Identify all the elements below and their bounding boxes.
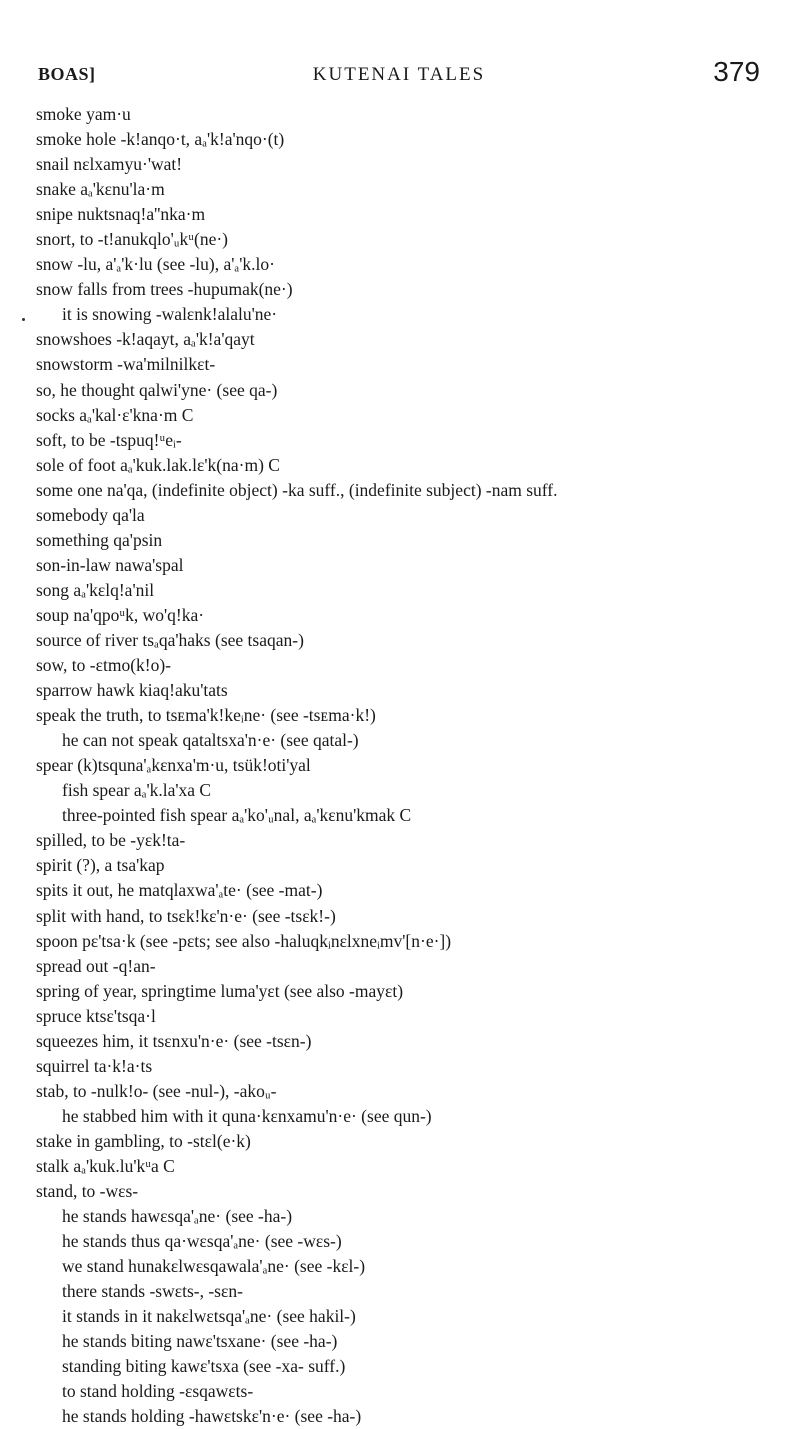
sub-entry: he can not speak qataltsxa'n·e· (see qatal-) — [62, 730, 359, 751]
glossary-entry: snort, to -t!anukqlo'ᵤkᵘ(ne·) — [36, 229, 229, 250]
sub-entry: it is snowing -walɛnk!alalu'ne· — [62, 304, 278, 325]
glossary-entry: split with hand, to tsɛk!kɛ'n·e· (see -tsɛk!-) — [36, 905, 336, 926]
glossary-entry: source of river tsₐqa'haks (see tsaqan-) — [36, 629, 304, 650]
glossary-entry: speak the truth, to tsᴇma'k!keᵢne· (see -tsᴇma·k!) — [36, 705, 376, 726]
glossary-entries — [36, 102, 770, 1429]
sub-entry: we stand hunakɛlwɛsqawala'ₐne· (see -kɛl-) — [62, 1256, 366, 1277]
sub-entry: standing biting kawɛ'tsxa (see -xa- suff.) — [62, 1356, 346, 1377]
glossary-entry: so, he thought qalwi'yne· (see qa-) — [36, 379, 278, 400]
glossary-entry: squeezes him, it tsɛnxu'n·e· (see -tsɛn-) — [36, 1030, 312, 1051]
glossary-entry: spilled, to be -yɛk!ta- — [36, 830, 186, 851]
glossary-entry: spoon pɛ'tsa·k (see -pɛts; see also -haluqkᵢnɛlxneᵢmv'[n·e·]) — [36, 930, 452, 951]
glossary-entry: socks aₐ'kal·ɛ'kna·m C — [36, 404, 194, 425]
glossary-entry: snow falls from trees -hupumak(ne·) — [36, 279, 293, 300]
glossary-entry: something qa'psin — [36, 529, 163, 550]
glossary-entry: snake aₐ'kɛnu'la·m — [36, 179, 165, 200]
glossary-entry: snowshoes -k!aqayt, aₐ'k!a'qayt — [36, 329, 255, 350]
glossary-entry: somebody qa'la — [36, 504, 145, 525]
sub-entry: he stands biting nawɛ'tsxane· (see -ha-) — [62, 1331, 338, 1352]
sub-entry: he stands hawɛsqa'ₐne· (see -ha-) — [62, 1206, 293, 1227]
sub-entry: fish spear aₐ'k.la'xa C — [62, 780, 212, 801]
glossary-entry: spruce ktsɛ'tsqa·l — [36, 1005, 156, 1026]
glossary-entry: snipe nuktsnaq!a''nka·m — [36, 204, 206, 225]
glossary-entry: spirit (?), a tsa'kap — [36, 855, 165, 876]
glossary-entry: sole of foot aₐ'kuk.lak.lɛ'k(na·m) C — [36, 454, 280, 475]
page-header — [38, 56, 760, 100]
glossary-entry: snail nɛlxamyu·'wat! — [36, 154, 183, 175]
glossary-entry: sparrow hawk kiaq!aku'tats — [36, 680, 228, 701]
glossary-entry: spits it out, he matqlaxwa'ₐte· (see -mat-) — [36, 880, 323, 901]
glossary-entry: some one na'qa, (indefinite object) -ka suff., (indefinite subject) -nam suff. — [36, 479, 558, 500]
glossary-entry: stab, to -nulk!o- (see -nul-), -akoᵤ- — [36, 1080, 277, 1101]
glossary-entry: spread out -q!an- — [36, 955, 156, 976]
sub-entry: he stabbed him with it quna·kɛnxamu'n·e· (see qun-) — [62, 1105, 432, 1126]
glossary-entry: song aₐ'kɛlq!a'nil — [36, 579, 155, 600]
glossary-entry: stand, to -wɛs- — [36, 1181, 139, 1202]
glossary-entry: stake in gambling, to -stɛl(e·k) — [36, 1130, 251, 1151]
margin-mark — [22, 318, 25, 321]
glossary-entry: snow -lu, a'ₐ'k·lu (see -lu), a'ₐ'k.lo· — [36, 254, 275, 275]
glossary-entry: snowstorm -wa'milnilkɛt- — [36, 354, 216, 375]
sub-entry: to stand holding -ɛsqawɛts- — [62, 1381, 254, 1402]
glossary-entry: son-in-law nawa'spal — [36, 554, 184, 575]
glossary-entry: sow, to -ɛtmo(k!o)- — [36, 655, 172, 676]
page-number: 379 — [713, 56, 760, 87]
glossary-entry: soft, to be -tspuq!ᵘeᵢ- — [36, 429, 182, 450]
running-head-author: BOAS] — [38, 64, 96, 84]
glossary-entry: spring of year, springtime luma'yɛt (see also -mayɛt) — [36, 980, 404, 1001]
glossary-entry: spear (k)tsquna'ₐkɛnxa'm·u, tsük!oti'yal — [36, 755, 311, 776]
glossary-entry: smoke hole -k!anqo·t, aₐ'k!a'nqo·(t) — [36, 129, 285, 150]
glossary-entry: squirrel ta·k!a·ts — [36, 1055, 153, 1076]
glossary-entry: soup na'qpoᵘk, wo'q!ka· — [36, 604, 205, 625]
glossary-entry: stalk aₐ'kuk.lu'kᵘa C — [36, 1155, 175, 1176]
sub-entry: there stands -swɛts-, -sɛn- — [62, 1281, 243, 1302]
sub-entry: he stands thus qa·wɛsqa'ₐne· (see -wɛs-) — [62, 1231, 342, 1252]
sub-entry: it stands in it nakɛlwɛtsqa'ₐne· (see hakil-) — [62, 1306, 356, 1327]
sub-entry: three-pointed fish spear aₐ'ko'ᵤnal, aₐ'kɛnu'kmak C — [62, 805, 412, 826]
sub-entry: he stands holding -hawɛtskɛ'n·e· (see -ha-) — [62, 1406, 362, 1427]
running-head-title: KUTENAI TALES — [312, 64, 486, 85]
glossary-entry: smoke yam·u — [36, 104, 131, 124]
